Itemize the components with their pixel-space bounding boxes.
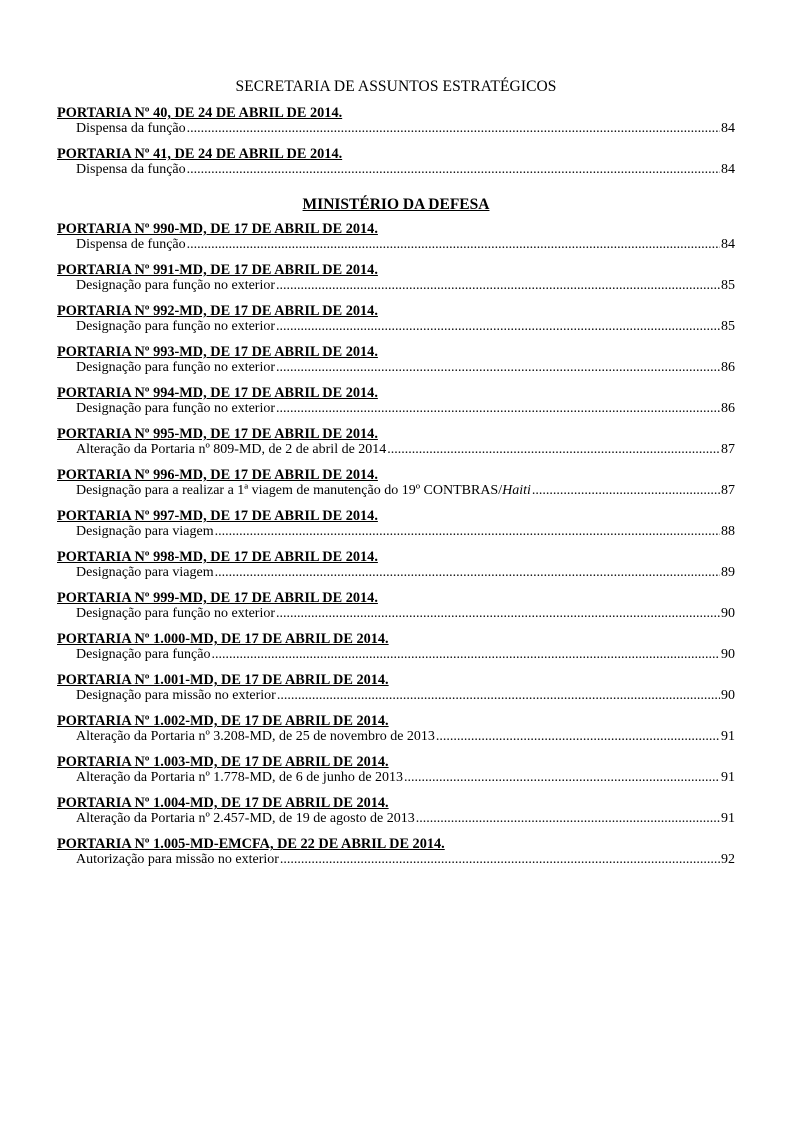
portaria-title-link[interactable]: PORTARIA Nº 991-MD, DE 17 DE ABRIL DE 2014. (57, 262, 378, 278)
toc-line (57, 237, 735, 253)
portaria-title-link[interactable]: PORTARIA Nº 995-MD, DE 17 DE ABRIL DE 2014. (57, 426, 378, 442)
toc-line (57, 524, 735, 540)
portaria-description-text: Designação para viagem (76, 524, 214, 539)
toc-line (57, 729, 735, 745)
portaria-title-link[interactable]: PORTARIA Nº 1.000-MD, DE 17 DE ABRIL DE 2014. (57, 631, 389, 647)
page-number: 89 (721, 565, 735, 580)
section-heading-secretaria: SECRETARIA DE ASSUNTOS ESTRATÉGICOS (235, 78, 557, 95)
portaria-description-text: Alteração da Portaria nº 2.457-MD, de 19 de agosto de 2013 (76, 811, 415, 826)
dot-leader (276, 278, 720, 294)
toc-entry (57, 549, 735, 581)
portaria-description (76, 606, 275, 622)
toc-entry (57, 590, 735, 622)
portaria-title-link[interactable]: PORTARIA Nº 997-MD, DE 17 DE ABRIL DE 2014. (57, 508, 378, 524)
dot-leader (280, 852, 720, 868)
portaria-description-text: Designação para viagem (76, 565, 214, 580)
dot-leader (187, 162, 720, 178)
portaria-description-text: Designação para missão no exterior (76, 688, 276, 703)
portaria-description-text: Designação para função no exterior (76, 319, 276, 334)
portaria-description (76, 688, 276, 704)
portaria-title-link[interactable]: PORTARIA Nº 1.004-MD, DE 17 DE ABRIL DE 2014. (57, 795, 389, 811)
page-number: 88 (721, 524, 735, 539)
toc-line (57, 442, 735, 458)
portaria-description (76, 121, 186, 137)
portaria-title-link[interactable]: PORTARIA Nº 41, DE 24 DE ABRIL DE 2014. (57, 146, 343, 162)
portaria-description (76, 401, 275, 417)
portaria-title-link[interactable]: PORTARIA Nº 990-MD, DE 17 DE ABRIL DE 2014. (57, 221, 378, 237)
portaria-title-link[interactable]: PORTARIA Nº 1.001-MD, DE 17 DE ABRIL DE 2014. (57, 672, 389, 688)
toc-line (57, 360, 735, 376)
page-number: 90 (721, 688, 735, 703)
dot-leader (187, 237, 720, 253)
portaria-description (76, 360, 275, 376)
dot-leader (215, 524, 720, 540)
toc-entry (57, 508, 735, 540)
portaria-description-italic: Haiti (502, 483, 531, 498)
portaria-description-text: Alteração da Portaria nº 3.208-MD, de 25 de novembro de 2013 (76, 729, 435, 744)
dot-leader (436, 729, 720, 745)
portaria-description-text: Designação para função no exterior (76, 606, 276, 621)
toc-line (57, 770, 735, 786)
portaria-description-text: Designação para função no exterior (76, 278, 276, 293)
portaria-description (76, 524, 214, 540)
table-of-contents (57, 77, 735, 877)
portaria-description (76, 237, 186, 253)
portaria-description (76, 162, 186, 178)
dot-leader (276, 319, 720, 335)
portaria-description-text: Alteração da Portaria nº 809-MD, de 2 de abril de 2014 (76, 442, 387, 457)
portaria-title-link[interactable]: PORTARIA Nº 992-MD, DE 17 DE ABRIL DE 2014. (57, 303, 378, 319)
toc-line (57, 647, 735, 663)
toc-line (57, 278, 735, 294)
toc-line (57, 319, 735, 335)
portaria-title-link[interactable]: PORTARIA Nº 1.003-MD, DE 17 DE ABRIL DE 2014. (57, 754, 389, 770)
page-number: 90 (721, 606, 735, 621)
page-number: 86 (721, 401, 735, 416)
portaria-title-link[interactable]: PORTARIA Nº 40, DE 24 DE ABRIL DE 2014. (57, 105, 343, 121)
page-number: 85 (721, 278, 735, 293)
page-number: 84 (721, 121, 735, 136)
dot-leader (387, 442, 720, 458)
dot-leader (187, 121, 720, 137)
page-number: 86 (721, 360, 735, 375)
portaria-title-link[interactable]: PORTARIA Nº 999-MD, DE 17 DE ABRIL DE 2014. (57, 590, 378, 606)
dot-leader (215, 565, 720, 581)
portaria-title-link[interactable]: PORTARIA Nº 994-MD, DE 17 DE ABRIL DE 2014. (57, 385, 378, 401)
portaria-description-text: Designação para função (76, 647, 211, 662)
dot-leader (276, 401, 720, 417)
section-heading-ministerio: MINISTÉRIO DA DEFESA (302, 196, 490, 213)
toc-entry (57, 105, 735, 137)
page-number: 87 (721, 483, 735, 498)
portaria-title-link[interactable]: PORTARIA Nº 998-MD, DE 17 DE ABRIL DE 2014. (57, 549, 378, 565)
portaria-description-text: Dispensa de função (76, 237, 186, 252)
portaria-description (76, 319, 275, 335)
portaria-description-text: Dispensa da função (76, 162, 186, 177)
page-number: 91 (721, 729, 735, 744)
portaria-description-text: Dispensa da função (76, 121, 186, 136)
toc-line (57, 688, 735, 704)
dot-leader (277, 688, 720, 704)
page-number: 84 (721, 237, 735, 252)
page-number: 92 (721, 852, 735, 867)
page-number: 91 (721, 811, 735, 826)
page-number: 84 (721, 162, 735, 177)
dot-leader (276, 360, 720, 376)
toc-line (57, 483, 735, 499)
portaria-description-text: Designação para função no exterior (76, 401, 276, 416)
toc-line (57, 606, 735, 622)
portaria-description (76, 852, 279, 868)
portaria-title-link[interactable]: PORTARIA Nº 1.005-MD-EMCFA, DE 22 DE ABRIL DE 2014. (57, 836, 445, 852)
portaria-title-link[interactable]: PORTARIA Nº 1.002-MD, DE 17 DE ABRIL DE 2014. (57, 713, 389, 729)
toc-line (57, 121, 735, 137)
portaria-description (76, 647, 210, 663)
portaria-description (76, 811, 415, 827)
portaria-description-text: Alteração da Portaria nº 1.778-MD, de 6 de junho de 2013 (76, 770, 404, 785)
toc-entry (57, 754, 735, 786)
page-number: 87 (721, 442, 735, 457)
dot-leader (211, 647, 720, 663)
portaria-title-link[interactable]: PORTARIA Nº 996-MD, DE 17 DE ABRIL DE 2014. (57, 467, 378, 483)
page-number: 85 (721, 319, 735, 334)
toc-entry (57, 262, 735, 294)
portaria-description (76, 770, 403, 786)
toc-line (57, 565, 735, 581)
toc-entry (57, 672, 735, 704)
portaria-title-link[interactable]: PORTARIA Nº 993-MD, DE 17 DE ABRIL DE 2014. (57, 344, 378, 360)
secretaria-entries (57, 105, 735, 178)
page-number: 91 (721, 770, 735, 785)
toc-entry (57, 631, 735, 663)
portaria-description (76, 278, 275, 294)
toc-line (57, 852, 735, 868)
portaria-description (76, 442, 386, 458)
toc-entry (57, 221, 735, 253)
toc-entry (57, 467, 735, 499)
portaria-description (76, 565, 214, 581)
toc-entry (57, 344, 735, 376)
toc-line (57, 401, 735, 417)
toc-entry (57, 426, 735, 458)
toc-entry (57, 146, 735, 178)
portaria-description (76, 483, 531, 499)
ministerio-entries (57, 221, 735, 868)
toc-entry (57, 795, 735, 827)
portaria-description-text: Designação para função no exterior (76, 360, 276, 375)
toc-line (57, 811, 735, 827)
toc-entry (57, 836, 735, 868)
dot-leader (416, 811, 720, 827)
portaria-description (76, 729, 435, 745)
dot-leader (532, 483, 720, 499)
page-number: 90 (721, 647, 735, 662)
toc-entry (57, 303, 735, 335)
toc-line (57, 162, 735, 178)
portaria-description-text: Designação para a realizar a 1ª viagem de manutenção do 19º CONTBRAS/ (76, 483, 503, 498)
dot-leader (404, 770, 720, 786)
portaria-description-text: Autorização para missão no exterior (76, 852, 279, 867)
dot-leader (276, 606, 720, 622)
toc-entry (57, 713, 735, 745)
toc-entry (57, 385, 735, 417)
